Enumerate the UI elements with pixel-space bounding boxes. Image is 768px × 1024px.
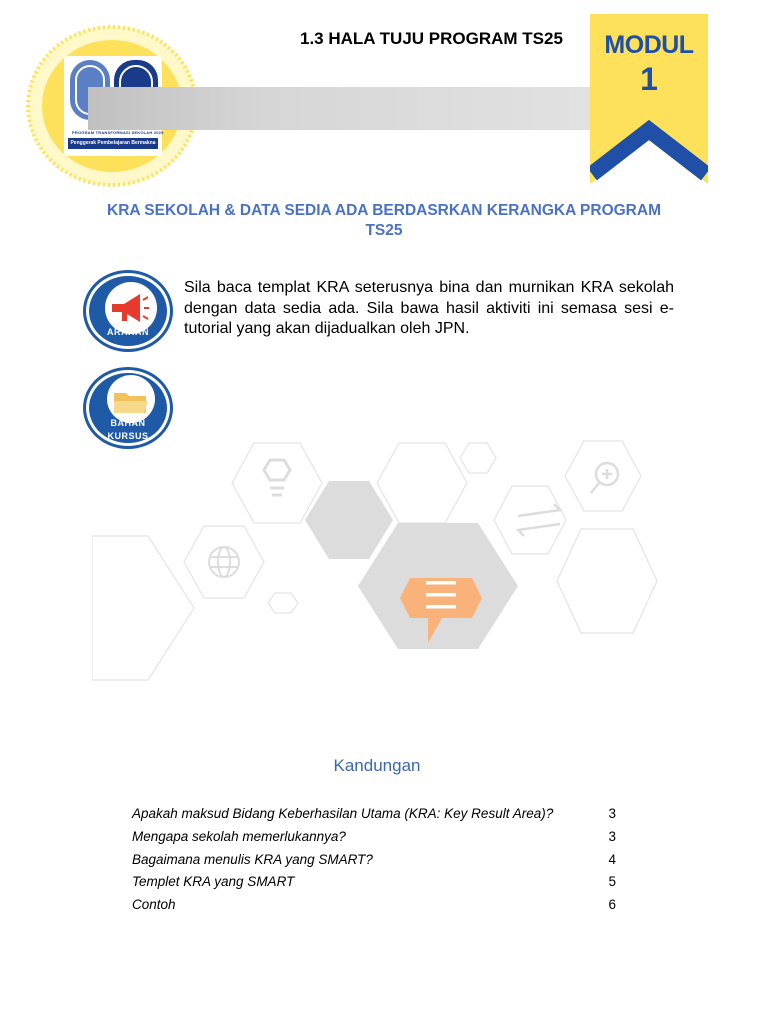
arrows-icon [518, 504, 560, 536]
toc-entry-page: 3 [608, 828, 616, 844]
toc-entry-page: 3 [608, 806, 616, 821]
globe-icon [209, 547, 239, 577]
section-title: KRA SEKOLAH & DATA SEDIA ADA BERDASRKAN KERANGKA PROGRAM TS25 [107, 202, 661, 239]
bahan-label: BAHAN [110, 418, 146, 428]
decorative-hexagon-graphic [92, 438, 676, 686]
lightbulb-icon [264, 460, 290, 495]
toc-entry-title: Contoh [132, 897, 176, 913]
toc-entry-page: 6 [608, 897, 616, 913]
arahan-badge [83, 270, 173, 352]
toc-entry-title: Mengapa sekolah memerlukannya? [132, 828, 346, 844]
toc-entry-page: 4 [608, 851, 616, 867]
module-number: 1 [640, 61, 658, 97]
instruction-text: Sila baca templat KRA seterusnya bina dan murnikan KRA sekolah dengan data sedia ada. Sila bawa hasil aktiviti ini semasa sesi e-tutorial yang akan dijadualkan oleh JPN. [184, 279, 674, 337]
kursus-label: KURSUS [107, 431, 149, 441]
toc-entry[interactable] [132, 895, 616, 918]
toc-entry[interactable] [132, 850, 616, 873]
toc-entry-title: Templet KRA yang SMART [132, 874, 295, 890]
logo-caption-top: PROGRAM TRANSFORMASI SEKOLAH 2025 [72, 130, 164, 135]
logo-caption-bottom: Penggerak Pembelajaran Bermakna [68, 138, 158, 149]
toc-entry-title: Bagaimana menulis KRA yang SMART? [132, 851, 373, 867]
toc-entry[interactable] [132, 827, 616, 850]
toc-entry[interactable] [132, 804, 616, 827]
module-label: MODUL [604, 31, 694, 59]
toc-heading: Kandungan [333, 756, 421, 775]
bahan-kursus-badge [83, 367, 173, 449]
module-badge [590, 14, 708, 186]
toc-entry-page: 5 [608, 874, 616, 890]
toc-entry[interactable] [132, 872, 616, 895]
search-icon [591, 463, 618, 493]
header-bar [88, 87, 668, 130]
arahan-label: ARAHAN [107, 327, 149, 337]
page-title: 1.3 HALA TUJU PROGRAM TS25 [300, 29, 563, 48]
toc-list [132, 804, 616, 918]
toc-entry-title: Apakah maksud Bidang Keberhasilan Utama (KRA: Key Result Area)? [132, 806, 554, 821]
